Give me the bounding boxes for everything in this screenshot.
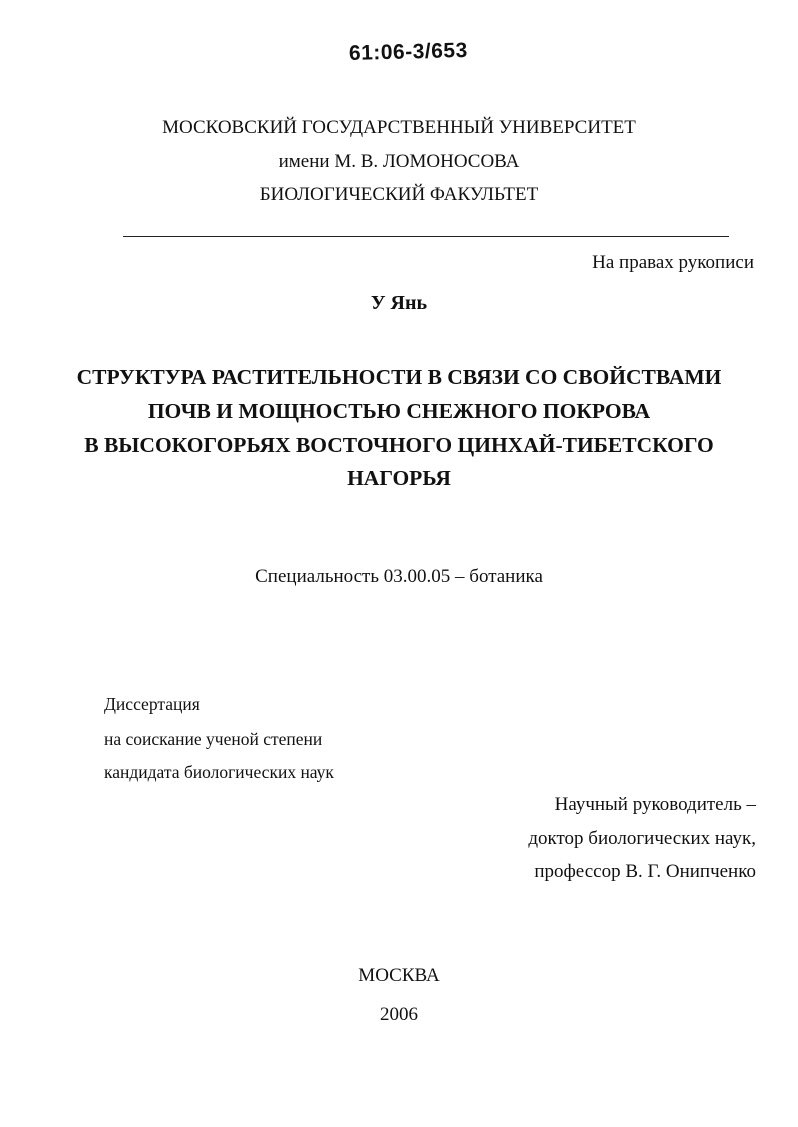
city: МОСКВА (358, 965, 440, 986)
title-line: В ВЫСОКОГОРЬЯХ ВОСТОЧНОГО ЦИНХАЙ-ТИБЕТСКОГО (84, 433, 714, 457)
university-named-after: имени М. В. ЛОМОНОСОВА (278, 151, 520, 172)
supervisor-line: доктор биологических наук, (528, 828, 756, 849)
catalog-number: 61:06-3/653 (348, 38, 469, 65)
supervisor-line: профессор В. Г. Онипченко (534, 861, 756, 882)
title-line: СТРУКТУРА РАСТИТЕЛЬНОСТИ В СВЯЗИ СО СВОЙСТВАМИ (76, 365, 722, 389)
degree-line: кандидата биологических наук (104, 762, 334, 782)
degree-line: на соискание ученой степени (104, 729, 323, 749)
faculty-name: БИОЛОГИЧЕСКИЙ ФАКУЛЬТЕТ (259, 184, 539, 205)
university-name: МОСКОВСКИЙ ГОСУДАРСТВЕННЫЙ УНИВЕРСИТЕТ (162, 117, 636, 138)
rights-note: На правах рукописи (592, 252, 754, 273)
degree-line: Диссертация (104, 694, 200, 714)
supervisor-line: Научный руководитель – (554, 794, 756, 815)
specialty: Специальность 03.00.05 – ботаника (255, 566, 543, 587)
year: 2006 (380, 1004, 418, 1025)
title-line: НАГОРЬЯ (347, 466, 451, 490)
author-name: У Янь (370, 292, 428, 314)
title-line: ПОЧВ И МОЩНОСТЬЮ СНЕЖНОГО ПОКРОВА (147, 399, 651, 423)
header-divider (123, 236, 729, 237)
